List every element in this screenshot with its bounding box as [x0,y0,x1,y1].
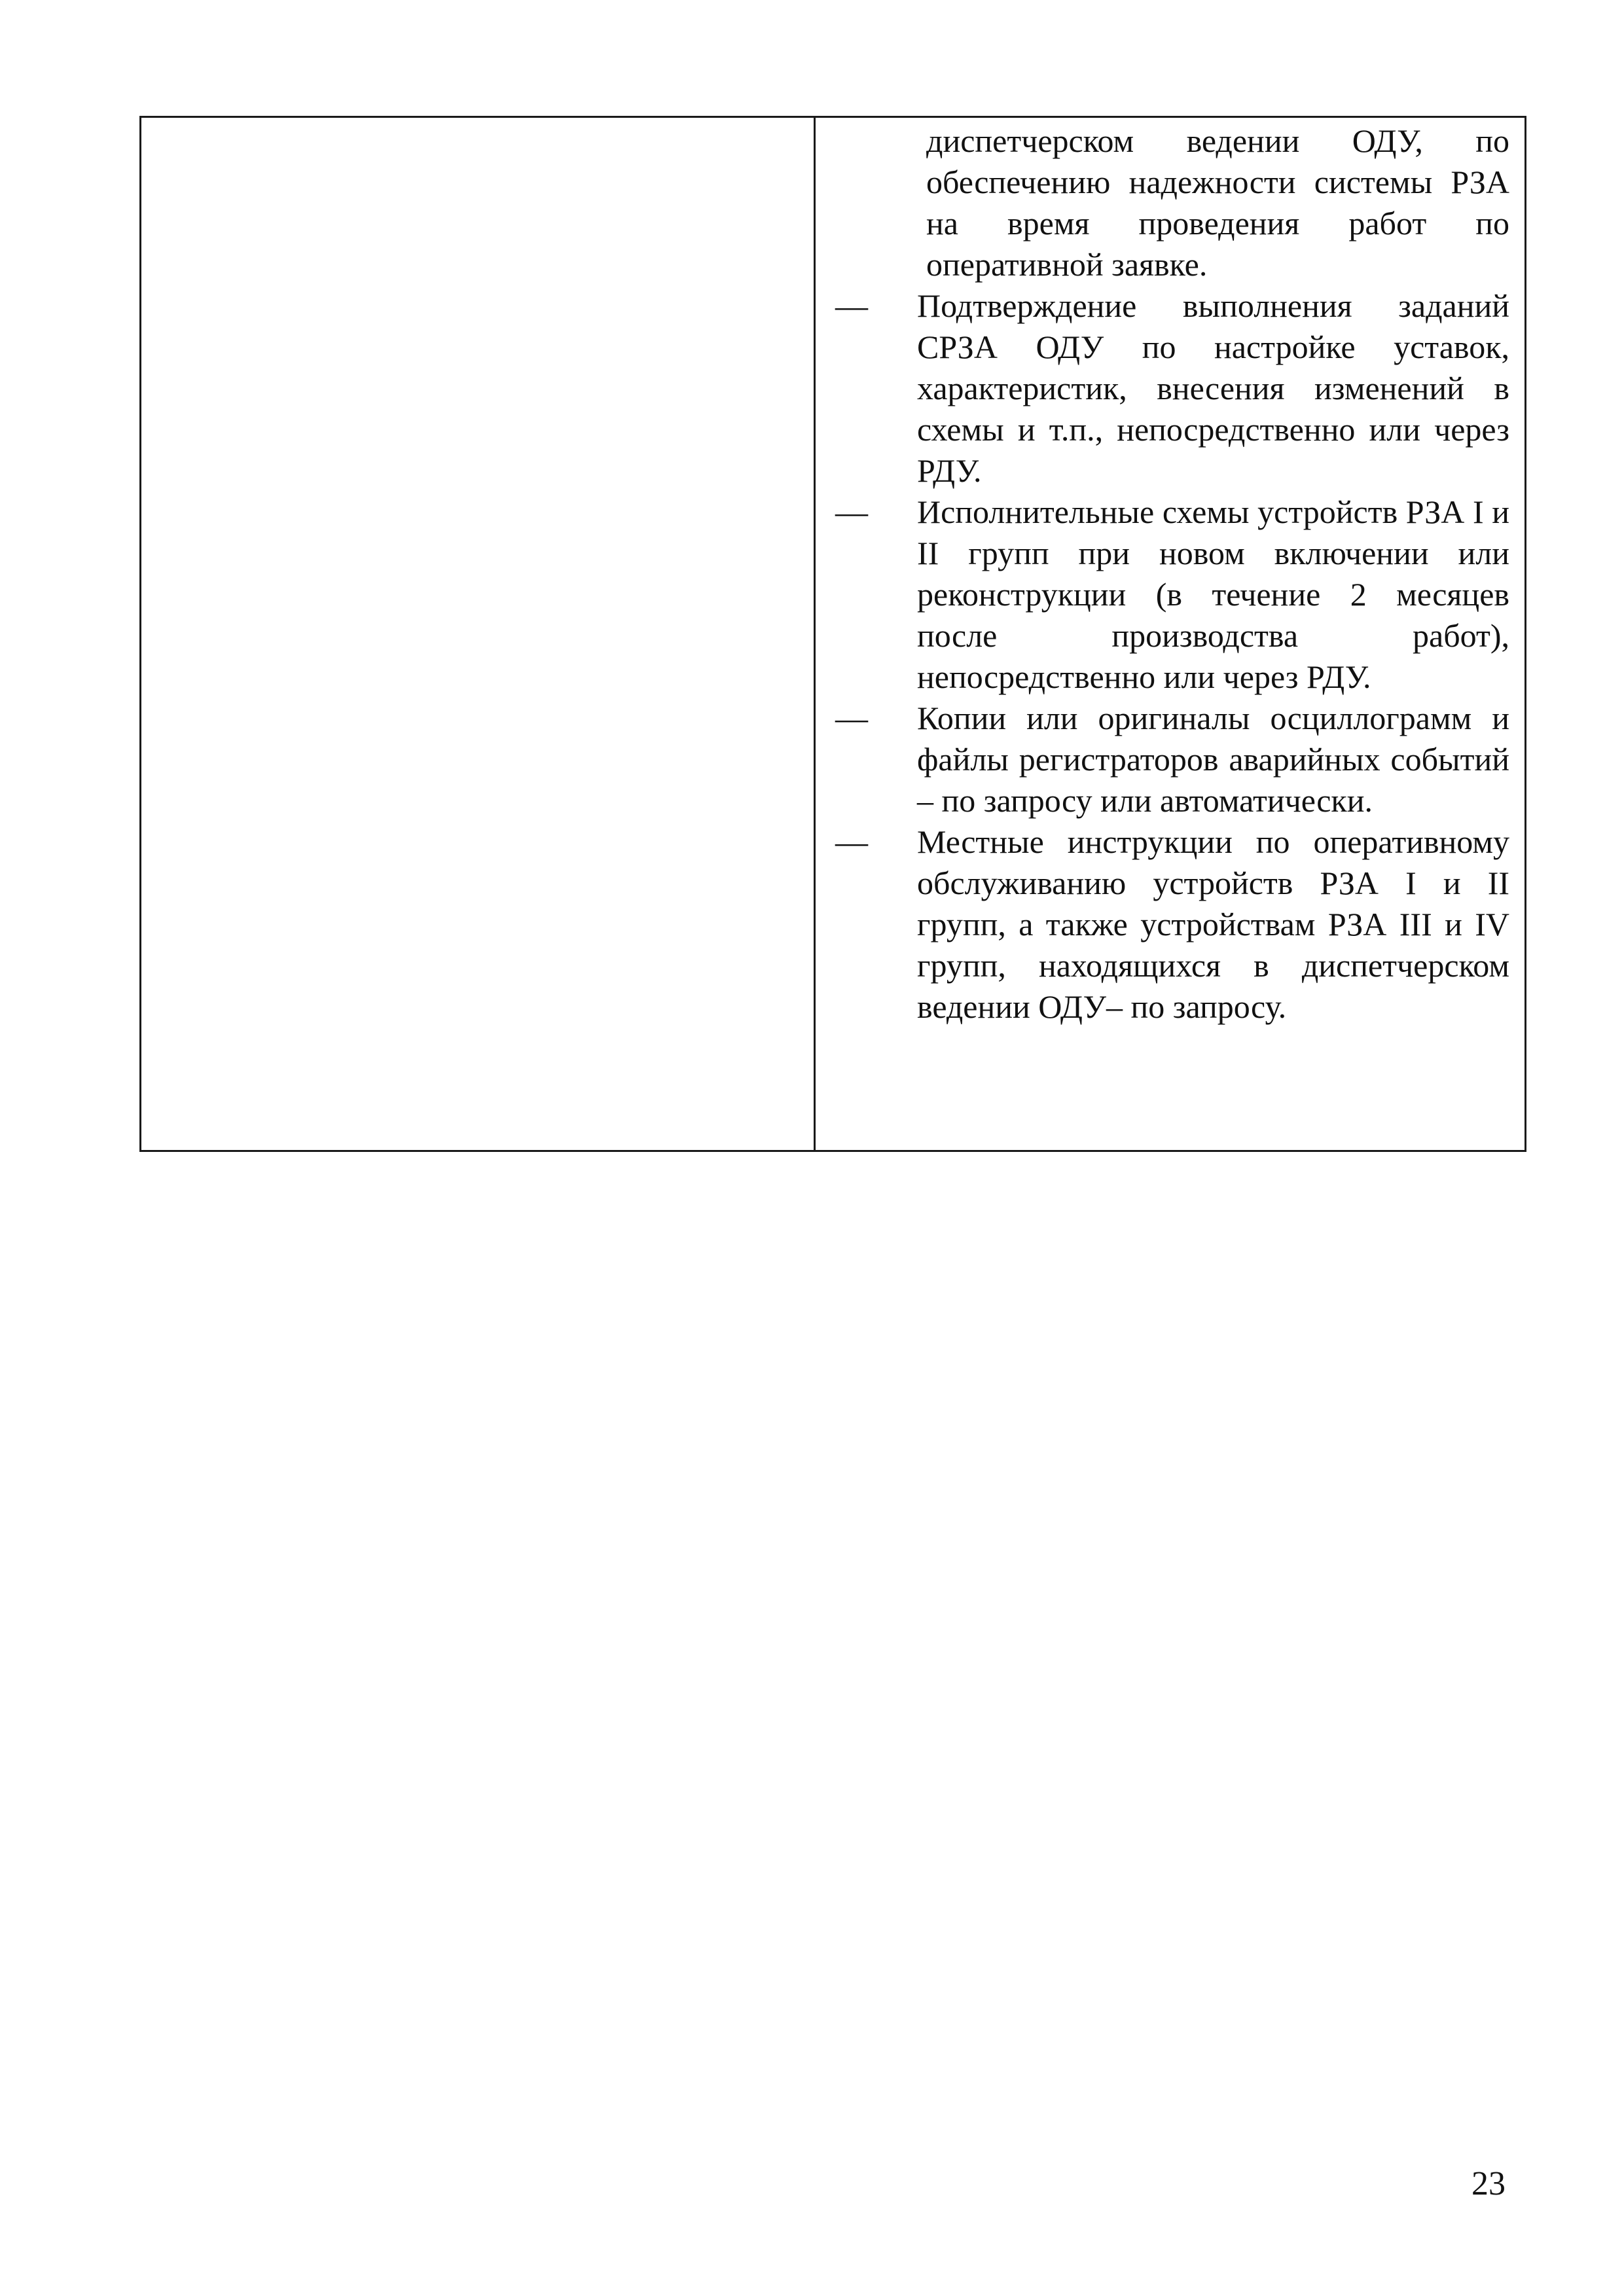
list-item [816,698,1509,821]
page-number: 23 [1471,2165,1506,2202]
list-item [816,492,1509,698]
list-item-continuation [816,120,1509,285]
list-item [816,821,1509,1028]
dash-bullet: — [835,287,868,324]
dash-bullet: — [835,823,868,860]
list-item [816,285,1509,492]
list-item-text: диспетчерском ведении ОДУ, по обеспечению надежности системы РЗА на время проведения работ по оперативной заявке. [926,122,1509,283]
table-cell-left-empty [141,118,816,1150]
list-item-text: Исполнительные схемы устройств РЗА I и II групп при новом включении или реконструкции (в течение 2 месяцев после производства работ), непосредственно или через РДУ. [917,493,1509,695]
list-item-text: Подтверждение выполнения заданий СРЗА ОДУ по настройке уставок, характеристик, внесения изменений в схемы и т.п., непосредственно или через РДУ. [917,287,1509,489]
list-item-text: Местные инструкции по оперативному обслуживанию устройств РЗА I и II групп, а также устройствам РЗА III и IV групп, находящихся в диспетчерском ведении ОДУ– по запросу. [917,823,1509,1025]
document-table [139,116,1526,1152]
table-cell-right [816,118,1525,1150]
dash-bullet: — [835,700,868,736]
bullet-list [816,120,1509,1028]
dash-bullet: — [835,493,868,530]
list-item-text: Копии или оригиналы осциллограмм и файлы регистраторов аварийных событий – по запросу или автоматически. [917,700,1509,819]
